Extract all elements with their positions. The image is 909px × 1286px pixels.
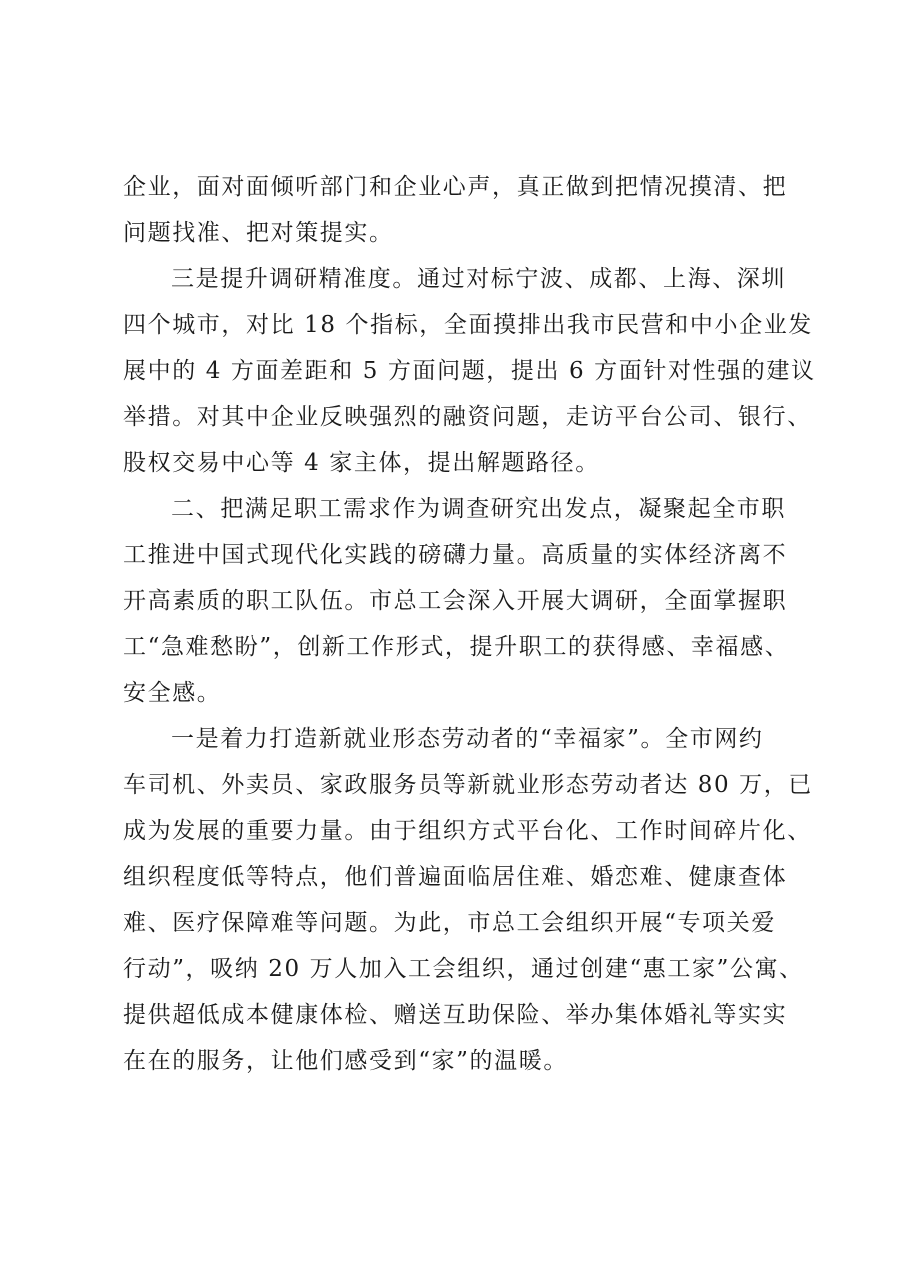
paragraph-line: 提供超低成本健康体检、赠送互助保险、举办集体婚礼等实实 <box>123 1002 788 1028</box>
paragraph-line: 股权交易中心等 4 家主体，提出解题路径。 <box>123 450 600 476</box>
paragraph-line: 四个城市，对比 18 个指标，全面摸排出我市民营和中小企业发 <box>123 312 813 338</box>
paragraph-line: 开高素质的职工队伍。市总工会深入开展大调研，全面掌握职 <box>123 588 788 614</box>
paragraph-line: 行动”，吸纳 20 万人加入工会组织，通过创建“惠工家”公寓、 <box>123 956 804 982</box>
paragraph-1 <box>123 164 803 256</box>
paragraph-line: 一是着力打造新就业形态劳动者的“幸福家”。全市网约 <box>171 726 764 752</box>
paragraph-line: 举措。对其中企业反映强烈的融资问题，走访平台公司、银行、 <box>123 404 812 430</box>
document-body <box>123 164 816 1084</box>
paragraph-line: 安全感。 <box>123 680 222 706</box>
paragraph-line: 工“急难愁盼”，创新工作形式，提升职工的获得感、幸福感、 <box>123 634 790 660</box>
paragraph-line: 工推进中国式现代化实践的磅礴力量。高质量的实体经济离不 <box>123 542 788 568</box>
paragraph-line: 问题找准、把对策提实。 <box>123 220 394 246</box>
paragraph-line: 车司机、外卖员、家政服务员等新就业形态劳动者达 80 万，已 <box>123 772 813 798</box>
paragraph-line: 在在的服务，让他们感受到“家”的温暖。 <box>123 1048 568 1074</box>
paragraph-line: 成为发展的重要力量。由于组织方式平台化、工作时间碎片化、 <box>123 818 812 844</box>
paragraph-4 <box>123 716 813 1084</box>
paragraph-3 <box>123 486 803 716</box>
paragraph-line: 二、把满足职工需求作为调查研究出发点，凝聚起全市职 <box>171 496 786 522</box>
paragraph-line: 企业，面对面倾听部门和企业心声，真正做到把情况摸清、把 <box>123 174 788 200</box>
paragraph-2 <box>123 256 816 486</box>
paragraph-line: 组织程度低等特点，他们普遍面临居住难、婚恋难、健康查体 <box>123 864 788 890</box>
paragraph-line: 三是提升调研精准度。通过对标宁波、成都、上海、深圳 <box>171 266 786 292</box>
paragraph-line: 展中的 4 方面差距和 5 方面问题，提出 6 方面针对性强的建议 <box>123 358 816 384</box>
paragraph-line: 难、医疗保障难等问题。为此，市总工会组织开展“专项关爱 <box>123 910 776 936</box>
